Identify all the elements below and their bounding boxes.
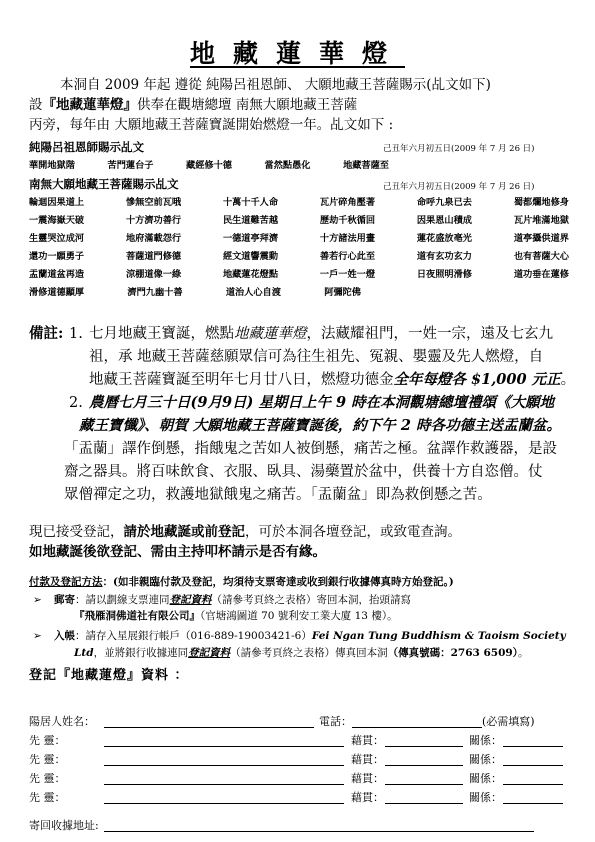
- return-address-label: 寄回收據地址:: [29, 819, 99, 832]
- resident-name-label: 陽居人姓名：: [29, 715, 95, 728]
- poem-line: 日夜照明滑修: [416, 269, 472, 280]
- poem-line: 十方濟功善行: [125, 215, 182, 226]
- poem-line: 瓦片堆滿地獄: [513, 215, 569, 226]
- ancestor-name-field[interactable]: [104, 784, 344, 785]
- bank-line-1: [54, 628, 566, 644]
- page-title: 地藏蓮華燈: [189, 39, 405, 68]
- poem-line: 一德道亭拜濟: [222, 233, 279, 244]
- poem-line: 道亭攝供道界: [513, 233, 569, 244]
- ancestor-name-field[interactable]: [104, 765, 344, 766]
- poem-line: 滑修道德顯厚: [29, 287, 85, 298]
- poem-line: 生靈哭泣成河: [29, 233, 85, 244]
- origin-field[interactable]: [385, 765, 463, 766]
- note-3-line-2: 齋之器具。將百味飲食、衣服、臥具、湯藥置於盆中，供養十方自恣僧。仗: [64, 464, 543, 480]
- intro-line-1: 本洞自 2009 年起 遵從 純陽呂祖恩師、 大願地藏王菩薩賜示(乩文如下): [60, 77, 491, 93]
- poem-line: 命呼九泉已去: [416, 197, 472, 208]
- poem-2-row-3: [29, 230, 569, 244]
- poem-line: 道功垂在蓮修: [513, 269, 569, 280]
- poem-line: 菩薩道門修德: [125, 251, 182, 262]
- poem-line: 經文道響震動: [222, 251, 279, 262]
- note-text: ，法藏耀祖門，一姓一宗，遠及七玄九: [306, 326, 553, 342]
- poem-line: 慘無空前瓦哦: [125, 197, 182, 208]
- origin-field[interactable]: [385, 803, 463, 804]
- poem-line: 當然點愚化: [264, 160, 311, 171]
- poem-1-row: [29, 157, 389, 171]
- payment-heading-note: ：(如非親臨付款及登記，均須待支票寄達或收到銀行收據傳真時方始登記。): [102, 576, 454, 588]
- poem-2-row-6: [29, 284, 361, 298]
- phone-label: 電話：: [319, 715, 352, 728]
- bank-fax: （傳真號碼：2763 6509）: [387, 647, 518, 659]
- poem-line: 蜀都爛地修身: [513, 197, 569, 208]
- note-3-line-1: 「盂蘭」譯作倒懸，指餓鬼之苦如人被倒懸，痛苦之極。盆譯作救護器，是設: [64, 441, 557, 457]
- origin-field[interactable]: [385, 746, 463, 747]
- payment-heading-line: [29, 574, 454, 590]
- poem-2-row-2: [29, 212, 569, 226]
- origin-label: 藉貫：: [351, 791, 384, 804]
- mail-address: （官塘鴻圖道 70 號利安工業大廈 13 樓）。: [200, 610, 398, 622]
- mail-line-2: [74, 608, 398, 624]
- poem-line: 歷劫千秋循回: [319, 215, 376, 226]
- phone-field[interactable]: [352, 727, 482, 728]
- bank-form-ref: 登記資料: [188, 647, 231, 659]
- intro-line-2-pre: 設: [29, 97, 43, 113]
- registration-line-1: [29, 523, 461, 542]
- return-address-field[interactable]: [104, 831, 534, 832]
- poem-line: 還功一願勇子: [29, 251, 85, 262]
- origin-label: 藉貫：: [351, 734, 384, 747]
- registration-deadline: 請於地藏誕或前登記: [123, 524, 245, 540]
- poem-1-heading: 純陽呂祖恩師賜示乩文: [29, 140, 144, 154]
- poem-line: 道有玄功玄力: [416, 251, 472, 262]
- origin-label: 藉貫：: [351, 772, 384, 785]
- poem-line: 地府滿載怨行: [125, 233, 182, 244]
- poem-1-date: 己丑年六月初五日(2009 年 7 月 26 日): [383, 144, 535, 154]
- origin-label: 藉貫：: [351, 753, 384, 766]
- note-1-line-3: [89, 370, 575, 390]
- bank-label: 入帳: [54, 630, 75, 642]
- note-text: 地藏王菩薩寶誕至明年七月廿八日，燃燈功德金: [89, 372, 394, 388]
- poem-line: 藏經修十德: [186, 160, 232, 171]
- bank-text: （請參考頁終之表格）傳真回本洞: [230, 647, 388, 659]
- note-1-number: 1.: [69, 326, 83, 342]
- poem-line: 盂蘭道盆再造: [29, 269, 85, 280]
- poem-line: 一戶一姓一燈: [319, 269, 376, 280]
- poem-line: 華開地獄階: [29, 160, 75, 171]
- relation-label: 關係：: [469, 791, 502, 804]
- relation-field[interactable]: [503, 765, 563, 766]
- registration-line-2: 如地藏誕後欲登記、需由主持叩杯請示是否有緣。: [29, 544, 326, 560]
- bank-account-name-end: Ltd: [74, 647, 94, 659]
- poem-2-date: 己丑年六月初五日(2009 年 7 月 26 日): [383, 182, 535, 192]
- ancestor-label: 先 靈：: [29, 772, 66, 785]
- arrow-bullet-icon: ➢: [33, 594, 42, 606]
- poem-line: 善若行心此至: [319, 251, 376, 262]
- mail-text: ：請以劃線支票連同: [75, 594, 170, 606]
- mail-text: （請參考頁終之表格）寄回本洞，抬頭請寫: [211, 594, 411, 606]
- bank-text: 。: [517, 647, 529, 659]
- poem-line: 十方諸法用畫: [319, 233, 376, 244]
- poem-line: 涼棚道像一綠: [125, 269, 182, 280]
- resident-name-field[interactable]: [104, 727, 314, 728]
- ancestor-label: 先 靈：: [29, 753, 66, 766]
- poem-line: 也有菩薩大心: [513, 251, 569, 262]
- poem-line: 民生道難苦越: [222, 215, 279, 226]
- intro-line-2: [29, 96, 357, 115]
- poem-line: 阿彌陀佛: [324, 287, 361, 298]
- relation-label: 關係：: [469, 772, 502, 785]
- arrow-bullet-icon: ➢: [33, 630, 42, 642]
- note-2-line-1: 農曆七月三十日(9月9日) 星期日上午 9 時在本洞觀塘總壇禮頌《大願地: [89, 394, 555, 411]
- relation-field[interactable]: [503, 784, 563, 785]
- required-note: (必需填寫): [482, 715, 535, 728]
- notes-label: 備註:: [29, 325, 64, 342]
- ancestor-name-field[interactable]: [104, 746, 344, 747]
- note-fee: 全年每燈各 $1,000 元正: [393, 371, 561, 388]
- bank-text: ，並將銀行收據連同: [93, 647, 189, 659]
- registration-text: ，可於本洞各壇登記，或致電查詢。: [245, 524, 461, 540]
- intro-line-3: 丙旁，每年由 大願地藏王菩薩寶誕開始燃燈一年。乩文如下 :: [29, 117, 394, 133]
- poem-line: 因果恩山積成: [416, 215, 472, 226]
- relation-field[interactable]: [503, 746, 563, 747]
- note-3-line-3: 眾僧禪定之功，救護地獄餓鬼之痛苦。「盂蘭盆」即為救倒懸之苦。: [64, 487, 492, 503]
- ancestor-label: 先 靈：: [29, 734, 66, 747]
- bank-line-2: [74, 645, 528, 661]
- payment-heading: 付款及登記方法: [29, 576, 103, 588]
- poem-line: 蓮花盛放亳光: [416, 233, 472, 244]
- poem-line: 瓦片碎角壓著: [319, 197, 376, 208]
- relation-label: 關係：: [469, 753, 502, 766]
- poem-2-row-4: [29, 248, 569, 262]
- bank-account-name: Fei Ngan Tung Buddhism & Taoism Society: [311, 630, 566, 642]
- poem-line: 十萬十千人命: [222, 197, 279, 208]
- note-text: 七月地藏王寶誕，燃點: [89, 326, 234, 342]
- note-text: 。: [560, 372, 576, 388]
- note-1-line-2: 祖，承 地藏王菩薩慈願眾信可為往生祖先、冤親、嬰靈及先人燃燈，自: [89, 349, 544, 365]
- origin-field[interactable]: [385, 784, 463, 785]
- mail-payee: 『飛雁洞佛道社有限公司』: [74, 610, 200, 622]
- ancestor-label: 先 靈：: [29, 791, 66, 804]
- poem-line: 一震海嶽天破: [29, 215, 85, 226]
- note-2-line-2: 藏王寶懺》、朝賀 大願地藏王菩薩寶誕後，約下午 2 時各功德主送盂蘭盆。: [79, 417, 561, 434]
- registration-text: 現已接受登記，: [29, 524, 124, 540]
- intro-lamp-name: 『地藏蓮華燈』: [42, 97, 137, 113]
- ancestor-name-field[interactable]: [104, 803, 344, 804]
- mail-label: 郵寄: [54, 594, 75, 606]
- relation-label: 關係：: [469, 734, 502, 747]
- mail-form-ref: 登記資料: [169, 594, 212, 606]
- poem-2-row-1: [29, 194, 569, 208]
- mail-line-1: [54, 592, 411, 608]
- poem-line: 地藏菩薩至: [343, 160, 389, 171]
- poem-line: 地藏蓮花燈點: [222, 269, 279, 280]
- poem-line: 道治人心自渡: [225, 287, 281, 298]
- relation-field[interactable]: [503, 803, 563, 804]
- poem-line: 濟門九幽十善: [127, 287, 183, 298]
- bank-text: ：請存入星展銀行帳戶（016-889-19003421-6）: [75, 630, 312, 642]
- form-heading: 登記『地藏蓮燈』資料 ：: [29, 668, 189, 683]
- note-lamp-name: 地藏蓮華燈: [234, 326, 307, 342]
- note-2-number: 2.: [69, 395, 83, 411]
- poem-line: 輪迴因果道上: [29, 197, 85, 208]
- note-1-line-1: [89, 324, 553, 344]
- poem-2-row-5: [29, 266, 569, 280]
- poem-line: 苦門蓮台子: [107, 160, 154, 171]
- poem-2-heading: 南無大願地藏王菩薩賜示乩文: [29, 177, 179, 191]
- intro-line-2-post: 供奉在觀塘總壇 南無大願地藏王菩薩: [137, 97, 358, 113]
